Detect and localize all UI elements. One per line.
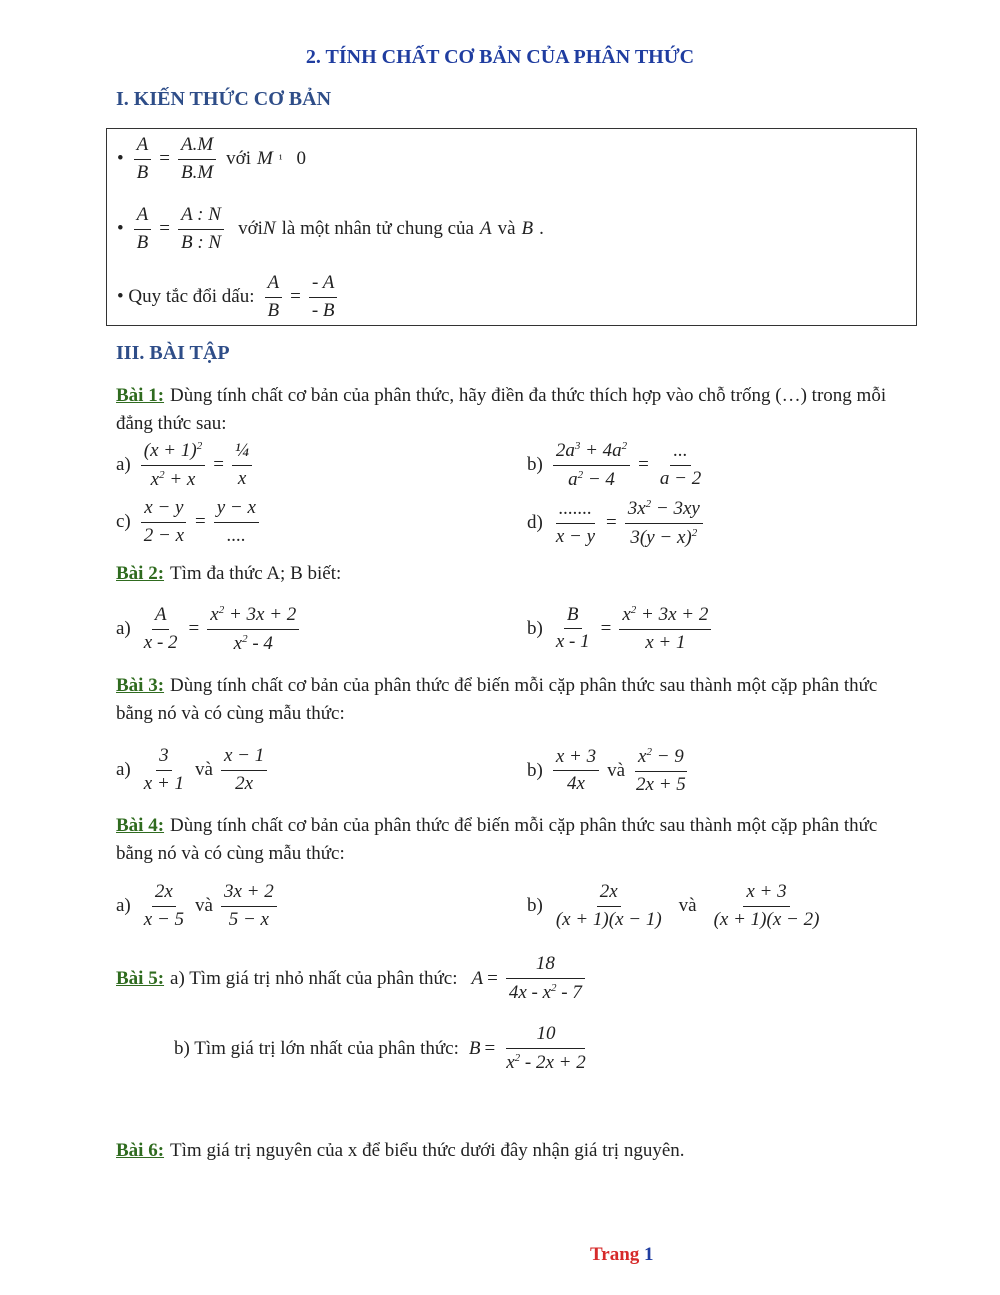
theory-rule-2 [117,205,544,254]
math-text: + 3x + 2 [641,604,709,625]
exercise-label: Bài 3: [116,675,165,696]
math-text: x − y [141,498,186,523]
fraction [221,746,267,795]
fraction [141,440,205,491]
math-text: 2 [621,440,628,452]
math-text: 3 [156,746,172,771]
math-text: B [521,218,534,240]
math-text: B [468,1037,481,1059]
math-text: và [497,218,516,240]
math-text: 2 [218,604,225,616]
math-text: 2 [646,746,652,758]
math-text: A [265,273,283,298]
math-text: (x + 1) [143,440,197,461]
math-text: • [117,148,124,170]
math-text: B [136,161,149,183]
math-text: với [226,148,251,170]
math-text: 2 [196,440,203,452]
math-text: 2 [691,526,698,539]
math-text: B [136,231,149,253]
math-text: Dùng tính chất cơ bản của phân thức để biến mỗi cặp phân thức sau thành một cặp phân thức bằng nó và có cùng mẫu thức: [116,675,878,724]
math-text: = [638,454,649,476]
math-text: d) [527,512,543,534]
fraction [625,498,703,549]
math-text: N [262,218,276,240]
math-text: + 4a [585,440,622,461]
math-text: x [506,1051,515,1073]
bai2-a [116,604,303,655]
math-text: - 7 [561,981,582,1003]
fraction [553,605,593,654]
math-text: 3x [627,498,646,519]
math-text: ....... [556,499,595,524]
math-text: a) [116,618,131,640]
math-text: b) Tìm giá trị lớn nhất của phân thức: [174,1037,459,1059]
fraction [619,604,711,654]
math-text: 2 [159,468,165,481]
bai3-b [527,746,693,796]
math-text: x [150,468,160,490]
math-text: - 4 [252,632,273,654]
math-text: B [564,605,582,630]
math-text: = [213,454,224,476]
exercise-label: Bài 4: [116,815,165,836]
math-text: và [607,759,626,781]
math-text: Dùng tính chất cơ bản của phân thức, hãy điền đa thức thích hợp vào chỗ trống (…) trong mỗi đẳng thức sau: [116,385,887,434]
math-text: + 3x + 2 [228,604,297,625]
math-text: a) [116,759,131,781]
math-text: = [159,148,170,170]
math-text: = [195,511,206,533]
math-text: b) [527,617,543,639]
bai6-statement [116,1137,906,1165]
exercise-label: Bài 1: [116,385,165,406]
bai3-statement [116,672,906,728]
math-text: x − 1 [221,746,267,771]
math-text: 2 [630,604,637,616]
math-text: x + 1 [645,631,686,653]
exercise-label: Bài 6: [116,1140,165,1161]
math-text: a) [116,895,131,917]
math-text: (x + 1)(x − 1) [555,908,662,930]
math-text: x − 5 [143,908,185,930]
math-text: B.M [180,161,214,183]
fraction [553,747,599,796]
math-text: và [195,895,213,917]
math-text: A.M [178,135,216,160]
math-text: ¼ [232,441,252,466]
math-text: 3x + 2 [221,882,277,907]
math-text: A [134,205,152,230]
math-text: x [237,467,247,489]
fraction [178,205,224,254]
math-text: và [195,759,213,781]
math-text: (x + 1)(x − 2) [713,908,820,930]
page-title: 2. TÍNH CHẤT CƠ BẢN CỦA PHÂN THỨC [305,46,695,68]
math-text: A [479,218,492,240]
math-text: − 3xy [655,498,700,519]
math-text: 5 − x [228,908,269,930]
math-text: Trang [590,1244,640,1265]
math-text: với [238,218,263,240]
math-text: • [117,218,124,240]
math-text: là một nhân tử chung của [281,218,474,240]
fraction [553,499,598,548]
fraction [134,135,152,184]
math-text: a) Tìm giá trị nhỏ nhất của phân thức: [170,967,458,989]
math-text: 2 [514,1051,521,1064]
math-text: 2 − x [143,524,185,546]
math-text: x − y [555,525,596,547]
math-text: a − 2 [659,467,702,489]
math-text: B : N [180,231,222,253]
math-text: . [539,218,544,240]
fraction [657,441,704,490]
theory-rule-1 [117,135,306,184]
math-text: x - 2 [143,631,178,653]
fraction [553,882,665,931]
math-text: = [484,1037,496,1059]
math-text: 10 [506,1024,585,1049]
math-text: x + 3 [743,882,789,907]
section-heading-theory: I. KIẾN THỨC CƠ BẢN [116,88,332,110]
math-text: ¹ [278,151,283,166]
math-text: 2x + 5 [636,773,686,795]
math-text: 1 [644,1244,654,1265]
math-text: = [606,512,617,534]
bai1-statement [116,382,906,438]
math-text: 2 [645,498,652,510]
math-text: a [568,468,578,490]
fraction [232,441,252,490]
math-text: 18 [506,954,585,979]
math-text: + x [169,468,196,490]
math-text: 2x [597,882,621,907]
theory-rule-3 [117,273,342,322]
math-text: 4x [566,773,585,795]
fraction [214,498,259,547]
math-text: = [188,618,200,640]
math-text: x + 1 [143,772,185,794]
math-text: b) [527,454,543,476]
fraction [178,135,216,184]
math-text: 3(y − x) [630,526,692,548]
math-text: 2 [551,981,557,994]
math-text: − 9 [656,746,684,767]
math-text: 2 [242,632,248,645]
bai5-a [116,954,589,1004]
math-text: B [267,299,280,321]
math-text: 2x [235,772,254,794]
fraction [553,440,630,491]
math-text: x [638,746,647,767]
fraction [309,273,338,322]
math-text: - A [309,273,337,298]
math-text: = [159,218,170,240]
math-text: 2x [152,882,176,907]
fraction [141,746,187,795]
math-text: = [290,286,301,308]
math-text: M [257,148,273,170]
math-text: = [487,967,498,989]
math-text: Tìm giá trị nguyên của x để biểu thức dưới đây nhận giá trị nguyên. [170,1140,685,1161]
fraction [503,1024,589,1074]
fraction [506,954,585,1004]
math-text: A [152,605,170,630]
bai2-statement [116,560,906,588]
bai4-a [116,882,281,931]
fraction [265,273,283,322]
theory-box [106,128,917,326]
bai1-b [527,440,708,491]
math-text: x [622,604,631,625]
math-text: • Quy tắc đổi dấu: [117,286,255,308]
math-text: − 4 [587,468,615,490]
math-text: = [600,617,612,639]
bai1-d [527,498,707,549]
math-text: x [210,604,219,625]
bai3-a [116,746,271,795]
fraction [141,882,187,931]
math-text: A [134,135,152,160]
math-text: .... [226,524,246,546]
math-text: b) [527,895,543,917]
exercise-label: Bài 5: [116,967,165,989]
fraction [633,746,689,796]
bai4-b [527,882,826,931]
exercise-label: Bài 2: [116,563,165,584]
fraction [141,605,181,654]
math-text: 4x - x [508,981,552,1003]
math-text: 0 [296,148,306,170]
fraction [141,498,187,547]
page-number [590,1244,654,1266]
math-text: x + 3 [553,747,599,772]
math-text: Tìm đa thức A; B biết: [170,563,342,584]
math-text: 2 [577,468,584,481]
math-text: ... [670,441,690,466]
math-text: b) [527,759,543,781]
math-text: A [471,967,484,989]
fraction [221,882,277,931]
math-text: và [678,895,697,917]
bai1-a [116,440,256,491]
math-text: a) [116,454,131,476]
math-text: y − x [214,498,259,523]
math-text: 2a [555,440,575,461]
math-text: Dùng tính chất cơ bản của phân thức để biến mỗi cặp phân thức sau thành một cặp phân thức bằng nó và có cùng mẫu thức: [116,815,878,864]
math-text: - 2x + 2 [524,1051,586,1073]
fraction [134,205,152,254]
math-text: A : N [178,205,224,230]
bai5-b [174,1024,593,1074]
fraction [207,604,299,655]
bai1-c [116,498,263,547]
bai2-b [527,604,715,654]
math-text: 3 [574,440,581,452]
math-text: - B [311,299,335,321]
math-text: c) [116,511,131,533]
fraction [711,882,823,931]
bai4-statement [116,812,906,868]
math-text: x - 1 [555,631,590,653]
math-text: x [233,632,243,654]
section-heading-exercises: III. BÀI TẬP [116,342,230,364]
